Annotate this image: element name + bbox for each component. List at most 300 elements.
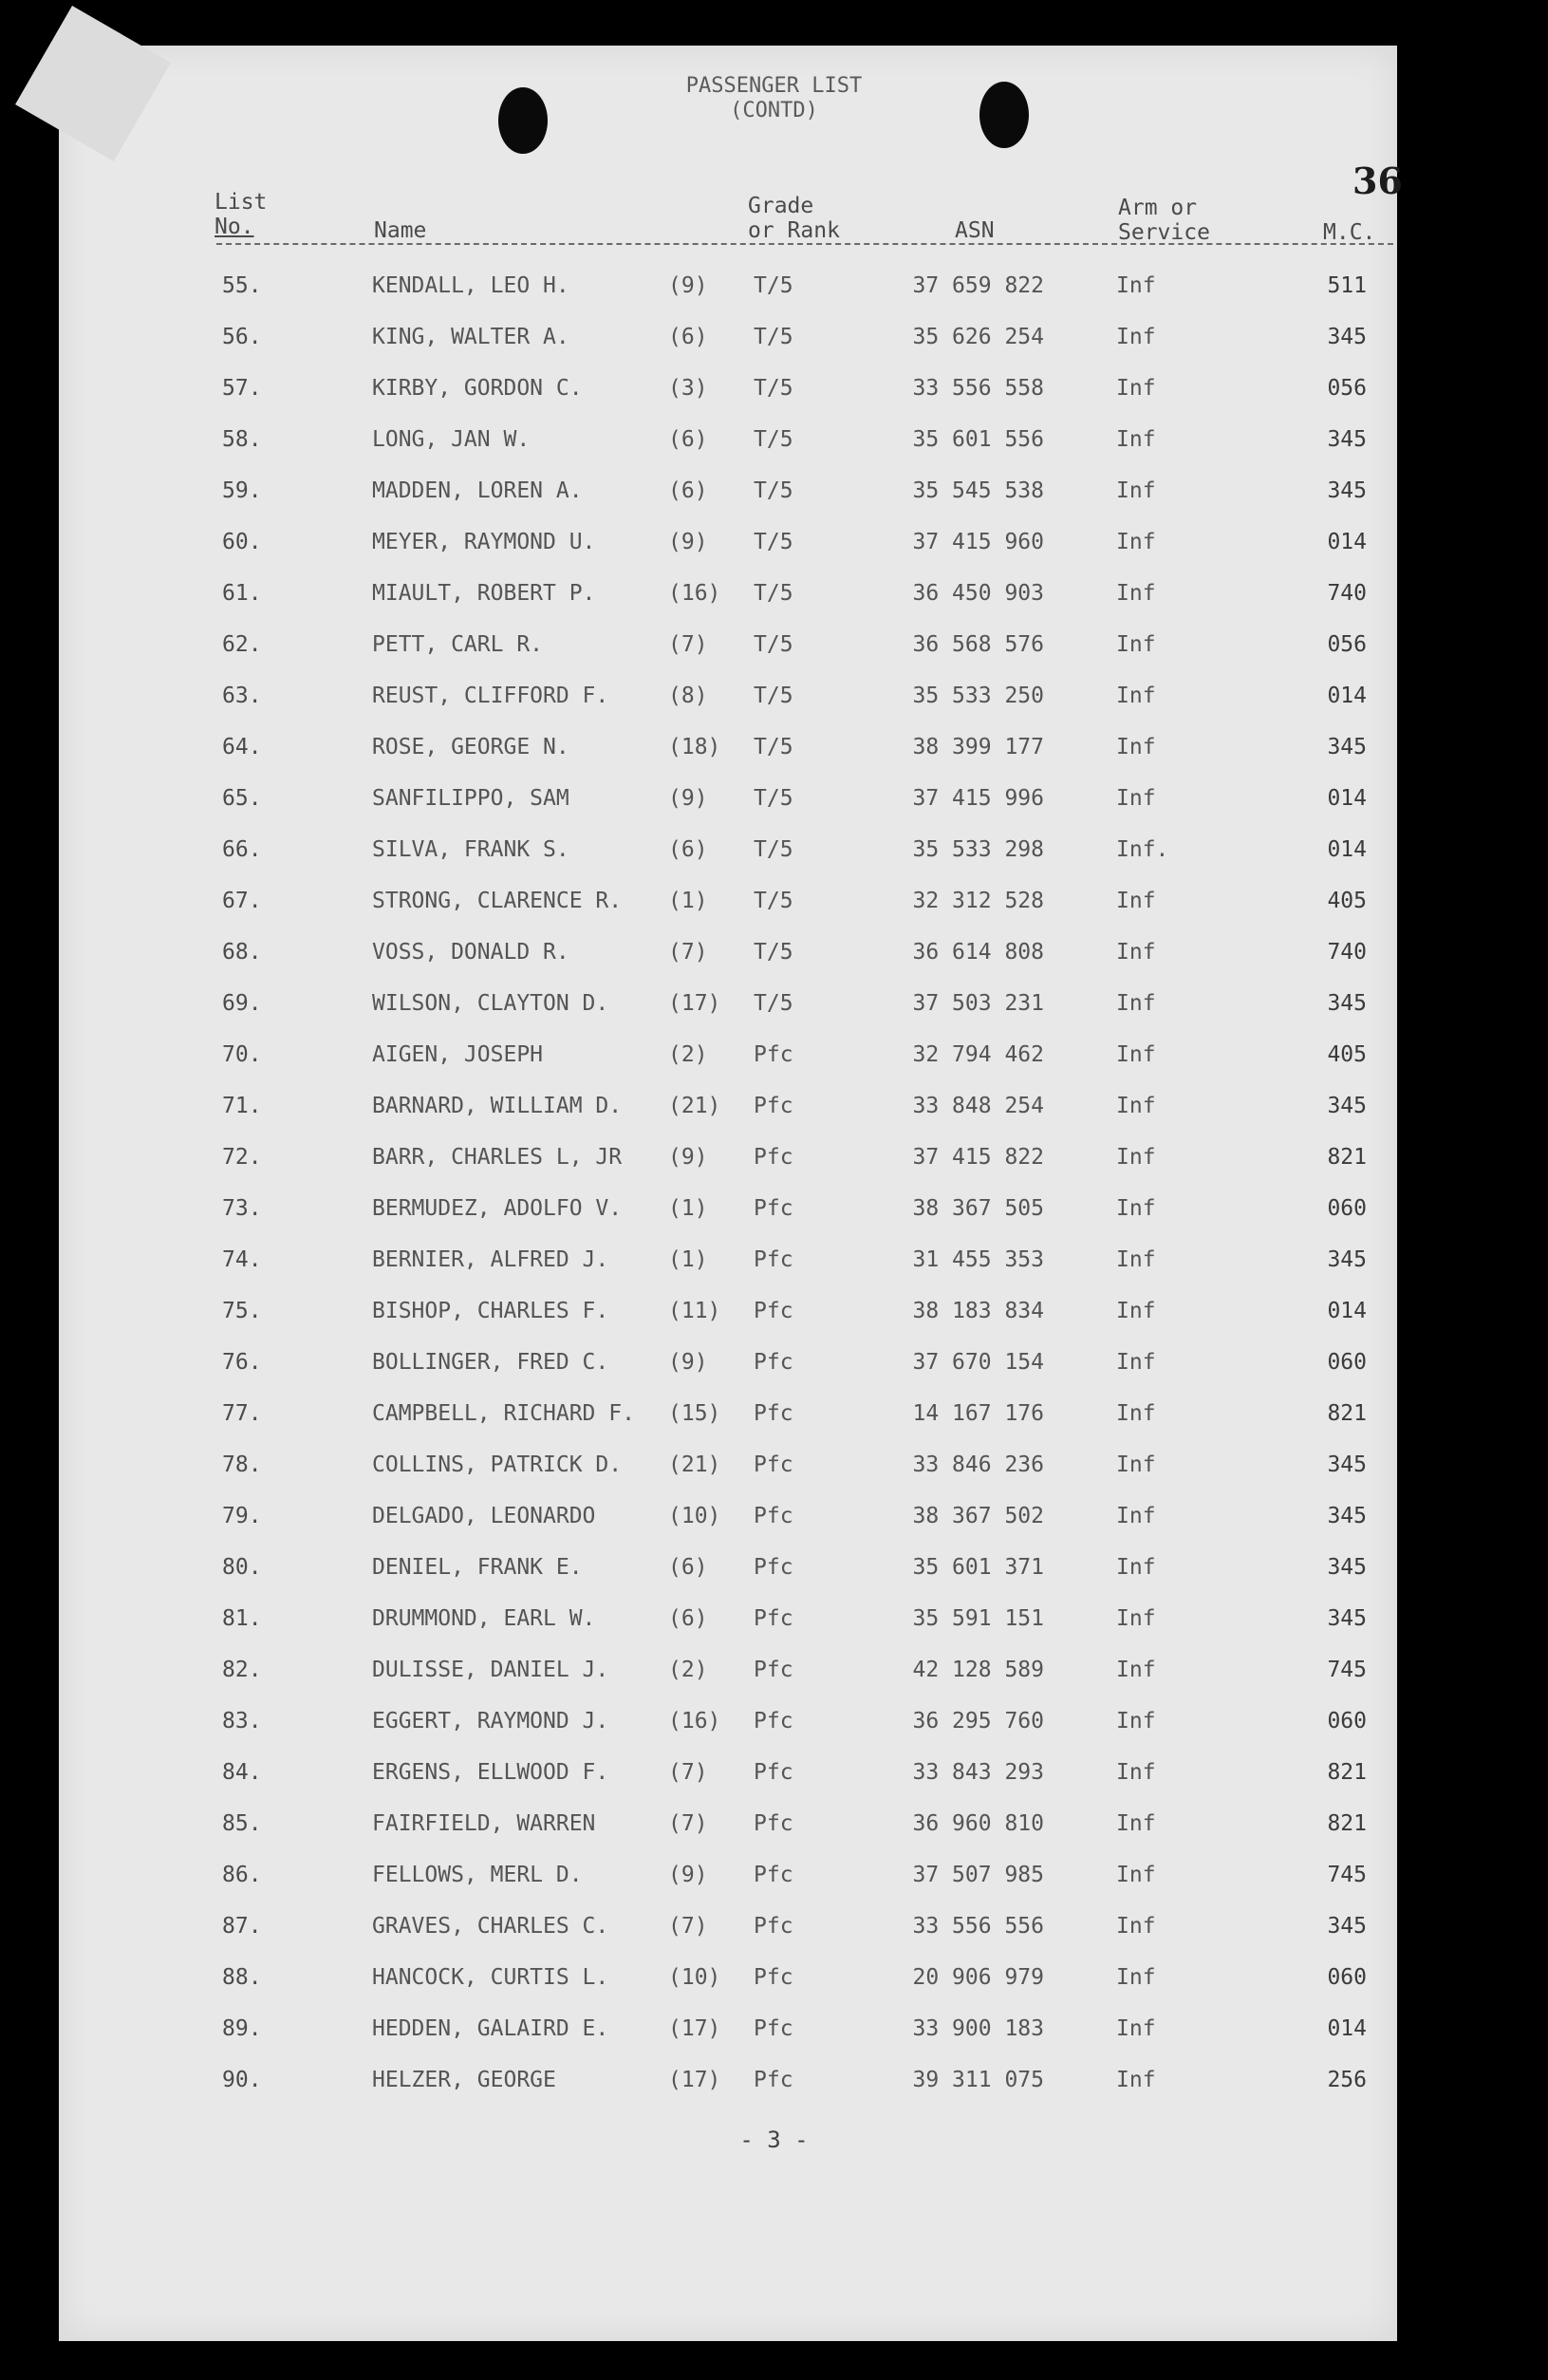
count-text: (1) [668,889,708,913]
mos-code: 056 [1327,632,1367,657]
mos-code: 256 [1327,2068,1367,2092]
grade: Pfc [754,1504,793,1528]
mos-code: 821 [1327,1145,1367,1170]
name-text: PETT, CARL R. [372,632,544,657]
name-text: GRAVES, CHARLES C. [372,1914,609,1939]
passenger-name [372,1094,721,1118]
arm-service: Inf [1116,1094,1156,1118]
asn: 33 900 183 [912,2016,1044,2041]
arm-service: Inf [1116,325,1156,349]
list-number: 62. [222,632,262,657]
name-text: BERMUDEZ, ADOLFO V. [372,1196,623,1221]
passenger-name [372,1350,708,1375]
asn: 37 670 154 [912,1350,1044,1375]
arm-service: Inf [1116,1247,1156,1272]
grade: Pfc [754,1709,793,1733]
count-text: (10) [668,1504,721,1528]
count-text: (10) [668,1965,721,1990]
passenger-name [372,1863,708,1887]
grade: Pfc [754,1145,793,1170]
list-number: 55. [222,273,262,298]
header-arm [1118,196,1210,245]
asn: 37 659 822 [912,273,1044,298]
passenger-name [372,1042,708,1067]
grade: Pfc [754,1042,793,1067]
grade: T/5 [754,325,793,349]
list-number: 90. [222,2068,262,2092]
passenger-name [372,1658,708,1682]
name-text: DULISSE, DANIEL J. [372,1658,609,1682]
passenger-name [372,1811,708,1836]
passenger-name [372,1504,721,1528]
grade: Pfc [754,1863,793,1887]
arm-service: Inf [1116,684,1156,708]
arm-service: Inf [1116,1811,1156,1836]
name-text: MIAULT, ROBERT P. [372,581,596,606]
table-row [0,1599,1548,1650]
asn: 36 295 760 [912,1709,1044,1733]
table-row [0,266,1548,317]
count-text: (7) [668,1760,708,1785]
grade: Pfc [754,1094,793,1118]
arm-service: Inf. [1116,837,1169,862]
table-row [0,471,1548,522]
arm-service: Inf [1116,376,1156,401]
arm-service: Inf [1116,889,1156,913]
passenger-name [372,2016,721,2041]
arm-service: Inf [1116,1709,1156,1733]
count-text: (3) [668,376,708,401]
list-number: 79. [222,1504,262,1528]
grade: Pfc [754,1555,793,1580]
list-number: 60. [222,530,262,554]
name-text: HEDDEN, GALAIRD E. [372,2016,609,2041]
name-text: KING, WALTER A. [372,325,569,349]
asn: 33 848 254 [912,1094,1044,1118]
name-text: EGGERT, RAYMOND J. [372,1709,609,1733]
asn: 38 399 177 [912,735,1044,759]
table-row [0,1906,1548,1958]
mos-code: 060 [1327,1709,1367,1733]
mos-code: 014 [1327,684,1367,708]
title-line-1: PASSENGER LIST [685,74,863,98]
title-line-2: (CONTD) [730,99,818,122]
grade: Pfc [754,1196,793,1221]
arm-service: Inf [1116,1914,1156,1939]
arm-service: Inf [1116,581,1156,606]
count-text: (9) [668,786,708,811]
arm-service: Inf [1116,2068,1156,2092]
arm-service: Inf [1116,1760,1156,1785]
count-text: (7) [668,1914,708,1939]
table-row [0,1035,1548,1086]
table-row [0,368,1548,420]
list-number: 73. [222,1196,262,1221]
table-row [0,881,1548,932]
header-name: Name [374,218,427,243]
arm-service: Inf [1116,1401,1156,1426]
grade: Pfc [754,1965,793,1990]
count-text: (9) [668,273,708,298]
asn: 35 626 254 [912,325,1044,349]
asn: 36 960 810 [912,1811,1044,1836]
table-row [0,1496,1548,1547]
list-number: 58. [222,427,262,452]
grade: T/5 [754,427,793,452]
table-row [0,1547,1548,1599]
list-number: 85. [222,1811,262,1836]
table-row [0,1291,1548,1342]
list-number: 64. [222,735,262,759]
list-number: 83. [222,1709,262,1733]
mos-code: 345 [1327,1555,1367,1580]
grade: Pfc [754,1760,793,1785]
asn: 14 167 176 [912,1401,1044,1426]
grade: Pfc [754,1452,793,1477]
list-number: 88. [222,1965,262,1990]
mos-code: 056 [1327,376,1367,401]
count-text: (2) [668,1658,708,1682]
arm-service: Inf [1116,1145,1156,1170]
grade: Pfc [754,1350,793,1375]
passenger-table [0,266,1548,2111]
list-number: 67. [222,889,262,913]
arm-service: Inf [1116,1863,1156,1887]
list-number: 70. [222,1042,262,1067]
grade: Pfc [754,2016,793,2041]
list-number: 59. [222,478,262,503]
asn: 42 128 589 [912,1658,1044,1682]
mos-code: 060 [1327,1196,1367,1221]
table-row [0,727,1548,778]
asn: 35 591 151 [912,1606,1044,1631]
arm-service: Inf [1116,2016,1156,2041]
grade: T/5 [754,684,793,708]
header-arm-line1: Arm or [1118,196,1198,220]
passenger-name [372,1760,708,1785]
passenger-name [372,991,721,1016]
list-number: 71. [222,1094,262,1118]
list-number: 80. [222,1555,262,1580]
arm-service: Inf [1116,1606,1156,1631]
count-text: (2) [668,1042,708,1067]
passenger-name [372,889,708,913]
arm-service: Inf [1116,1042,1156,1067]
table-row [0,1240,1548,1291]
mos-code: 345 [1327,735,1367,759]
passenger-name [372,1145,708,1170]
table-row [0,2060,1548,2111]
table-row [0,1701,1548,1752]
name-text: BISHOP, CHARLES F. [372,1299,609,1323]
table-row [0,1189,1548,1240]
table-row [0,830,1548,881]
header-grade-line1: Grade [748,194,814,218]
asn: 33 843 293 [912,1760,1044,1785]
count-text: (6) [668,1555,708,1580]
arm-service: Inf [1116,991,1156,1016]
mos-code: 821 [1327,1401,1367,1426]
name-text: FAIRFIELD, WARREN [372,1811,596,1836]
arm-service: Inf [1116,427,1156,452]
asn: 35 533 250 [912,684,1044,708]
list-number: 57. [222,376,262,401]
grade: Pfc [754,1658,793,1682]
table-row [0,2009,1548,2060]
mos-code: 060 [1327,1965,1367,1990]
passenger-name [372,684,708,708]
mos-code: 014 [1327,530,1367,554]
passenger-name [372,632,708,657]
passenger-name [372,1299,721,1323]
count-text: (8) [668,684,708,708]
table-row [0,778,1548,830]
list-number: 66. [222,837,262,862]
grade: T/5 [754,735,793,759]
asn: 37 503 231 [912,991,1044,1016]
grade: T/5 [754,581,793,606]
mos-code: 014 [1327,786,1367,811]
table-row [0,625,1548,676]
list-number: 84. [222,1760,262,1785]
grade: T/5 [754,889,793,913]
list-number: 89. [222,2016,262,2041]
list-number: 74. [222,1247,262,1272]
grade: Pfc [754,2068,793,2092]
grade: Pfc [754,1247,793,1272]
table-row [0,1804,1548,1855]
list-number: 63. [222,684,262,708]
table-row [0,1650,1548,1701]
grade: Pfc [754,1811,793,1836]
mos-code: 740 [1327,940,1367,965]
arm-service: Inf [1116,632,1156,657]
name-text: REUST, CLIFFORD F. [372,684,609,708]
grade: Pfc [754,1299,793,1323]
passenger-name [372,1709,721,1733]
asn: 35 601 556 [912,427,1044,452]
arm-service: Inf [1116,530,1156,554]
mos-code: 345 [1327,325,1367,349]
asn: 39 311 075 [912,2068,1044,2092]
count-text: (6) [668,427,708,452]
mos-code: 345 [1327,991,1367,1016]
table-row [0,1394,1548,1445]
mos-code: 060 [1327,1350,1367,1375]
mos-code: 345 [1327,478,1367,503]
table-row [0,676,1548,727]
arm-service: Inf [1116,1196,1156,1221]
header-rule [216,243,1393,245]
name-text: FELLOWS, MERL D. [372,1863,583,1887]
mos-code: 345 [1327,1247,1367,1272]
grade: T/5 [754,786,793,811]
name-text: ROSE, GEORGE N. [372,735,569,759]
grade: T/5 [754,530,793,554]
table-row [0,522,1548,573]
name-text: DRUMMOND, EARL W. [372,1606,596,1631]
name-text: AIGEN, JOSEPH [372,1042,544,1067]
count-text: (6) [668,837,708,862]
header-list-no-line1: List [214,190,268,215]
header-arm-line2: Service [1118,220,1210,245]
list-number: 72. [222,1145,262,1170]
passenger-name [372,325,708,349]
passenger-name [372,530,708,554]
name-text: WILSON, CLAYTON D. [372,991,609,1016]
name-text: MADDEN, LOREN A. [372,478,583,503]
asn: 31 455 353 [912,1247,1044,1272]
arm-service: Inf [1116,478,1156,503]
table-row [0,420,1548,471]
footer-page-number: - 3 - [739,2127,809,2153]
mos-code: 821 [1327,1811,1367,1836]
name-text: LONG, JAN W. [372,427,531,452]
name-text: DELGADO, LEONARDO [372,1504,596,1528]
grade: T/5 [754,376,793,401]
passenger-name [372,1247,708,1272]
grade: T/5 [754,837,793,862]
passenger-name [372,1965,721,1990]
mos-code: 405 [1327,1042,1367,1067]
count-text: (7) [668,1811,708,1836]
asn: 20 906 979 [912,1965,1044,1990]
passenger-name [372,581,721,606]
count-text: (17) [668,2016,721,2041]
list-number: 81. [222,1606,262,1631]
name-text: HANCOCK, CURTIS L. [372,1965,609,1990]
asn: 32 794 462 [912,1042,1044,1067]
mos-code: 745 [1327,1863,1367,1887]
grade: T/5 [754,991,793,1016]
header-asn: ASN [955,218,995,243]
mos-code: 345 [1327,1914,1367,1939]
count-text: (16) [668,1709,721,1733]
mos-code: 345 [1327,1504,1367,1528]
asn: 38 367 502 [912,1504,1044,1528]
count-text: (9) [668,1145,708,1170]
asn: 33 556 558 [912,376,1044,401]
grade: T/5 [754,273,793,298]
count-text: (18) [668,735,721,759]
grade: T/5 [754,940,793,965]
arm-service: Inf [1116,1555,1156,1580]
count-text: (21) [668,1094,721,1118]
list-number: 69. [222,991,262,1016]
table-row [0,573,1548,625]
list-number: 75. [222,1299,262,1323]
asn: 32 312 528 [912,889,1044,913]
name-text: KIRBY, GORDON C. [372,376,583,401]
name-text: COLLINS, PATRICK D. [372,1452,623,1477]
count-text: (7) [668,632,708,657]
asn: 33 846 236 [912,1452,1044,1477]
asn: 37 507 985 [912,1863,1044,1887]
arm-service: Inf [1116,273,1156,298]
count-text: (17) [668,2068,721,2092]
mos-code: 405 [1327,889,1367,913]
count-text: (6) [668,478,708,503]
name-text: MEYER, RAYMOND U. [372,530,596,554]
table-row [0,932,1548,984]
name-text: KENDALL, LEO H. [372,273,569,298]
name-text: HELZER, GEORGE [372,2068,556,2092]
passenger-name [372,2068,721,2092]
arm-service: Inf [1116,940,1156,965]
name-text: VOSS, DONALD R. [372,940,569,965]
asn: 38 367 505 [912,1196,1044,1221]
mos-code: 345 [1327,1094,1367,1118]
asn: 37 415 996 [912,786,1044,811]
passenger-name [372,1452,721,1477]
table-row [0,1445,1548,1496]
header-list-no-line2: No. [214,215,254,239]
passenger-name [372,1555,708,1580]
mos-code: 345 [1327,1606,1367,1631]
list-number: 68. [222,940,262,965]
asn: 38 183 834 [912,1299,1044,1323]
count-text: (6) [668,1606,708,1631]
name-text: BOLLINGER, FRED C. [372,1350,609,1375]
count-text: (16) [668,581,721,606]
table-row [0,317,1548,368]
passenger-name [372,837,708,862]
mos-code: 345 [1327,427,1367,452]
mos-code: 745 [1327,1658,1367,1682]
document-title [0,74,1548,123]
mos-code: 345 [1327,1452,1367,1477]
asn: 35 533 298 [912,837,1044,862]
name-text: DENIEL, FRANK E. [372,1555,583,1580]
passenger-name [372,940,708,965]
list-number: 82. [222,1658,262,1682]
list-number: 61. [222,581,262,606]
header-grade-line2: or Rank [748,218,840,243]
mos-code: 740 [1327,581,1367,606]
table-row [0,1342,1548,1394]
asn: 35 545 538 [912,478,1044,503]
arm-service: Inf [1116,1658,1156,1682]
count-text: (9) [668,530,708,554]
count-text: (15) [668,1401,721,1426]
count-text: (1) [668,1196,708,1221]
list-number: 76. [222,1350,262,1375]
passenger-name [372,786,708,811]
grade: T/5 [754,478,793,503]
arm-service: Inf [1116,1452,1156,1477]
passenger-name [372,1914,708,1939]
count-text: (17) [668,991,721,1016]
list-number: 65. [222,786,262,811]
passenger-name [372,376,708,401]
asn: 35 601 371 [912,1555,1044,1580]
mos-code: 821 [1327,1760,1367,1785]
count-text: (9) [668,1350,708,1375]
passenger-name [372,1606,708,1631]
asn: 33 556 556 [912,1914,1044,1939]
arm-service: Inf [1116,786,1156,811]
asn: 36 614 808 [912,940,1044,965]
page-stamp: 36 [1352,159,1403,202]
name-text: BARNARD, WILLIAM D. [372,1094,623,1118]
grade: Pfc [754,1606,793,1631]
arm-service: Inf [1116,1299,1156,1323]
count-text: (1) [668,1247,708,1272]
header-list-no [214,190,267,239]
list-number: 86. [222,1863,262,1887]
list-number: 56. [222,325,262,349]
table-row [0,984,1548,1035]
